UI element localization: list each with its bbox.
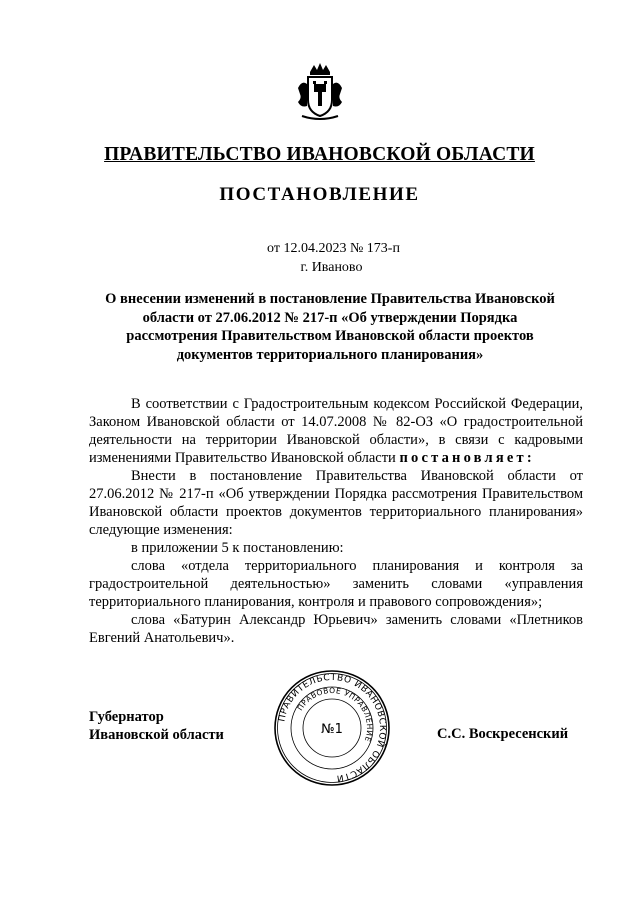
body-paragraph (89, 395, 583, 467)
decree-word: постановляет: (399, 450, 535, 466)
seal-number: №1 (321, 722, 343, 737)
document-date-number: от 12.04.2023 № 173-п (267, 241, 400, 256)
document-city: г. Иваново (300, 260, 363, 275)
signer-position-line: Ивановской области (89, 727, 224, 743)
body-paragraph: слова «Батурин Александр Юрьевич» заменить словами «Плетников Евгений Анатольевич». (89, 612, 583, 646)
government-title: ПРАВИТЕЛЬСТВО ИВАНОВСКОЙ ОБЛАСТИ (104, 144, 535, 165)
official-seal (272, 668, 392, 788)
document-body (89, 395, 583, 647)
signer-position (89, 708, 224, 744)
seal-inner-text: ПРАВОВОЕ УПРАВЛЕНИЕ (295, 685, 375, 744)
coat-of-arms-icon (296, 62, 344, 122)
seal-outer-text: ПРАВИТЕЛЬСТВО ИВАНОВСКОЙ ОБЛАСТИ (277, 672, 388, 783)
document-type-heading: ПОСТАНОВЛЕНИЕ (219, 184, 420, 205)
body-paragraph: в приложении 5 к постановлению: (131, 540, 344, 556)
signer-position-line: Губернатор (89, 709, 164, 725)
body-paragraph: слова «отдела территориального планирования и контроля за градостроительной деятельностью» заменить словами «управления территориального планирования, контроля и правового сопровождения»; (89, 558, 583, 610)
preamble-text: В соответствии с Градостроительным кодексом Российской Федерации, Законом Ивановской области от 14.07.2008 № 82-ОЗ «О градостроительной деятельности на территории Ивановской области», в связи с кадровыми изменениями Правительство Ивановской области (89, 396, 583, 466)
document-subject: О внесении изменений в постановление Правительства Ивановской области от 27.06.2012 № 217-п «Об утверждении Порядка рассмотрения Правительством Ивановской области проектов документов территориального планирования» (105, 291, 555, 363)
signer-name: С.С. Воскресенский (437, 726, 569, 742)
body-paragraph: Внести в постановление Правительства Ивановской области от 27.06.2012 № 217-п «Об утверждении Порядка рассмотрения Правительством Ивановской области проектов документов территориального планирования» следующие изменения: (89, 468, 583, 538)
